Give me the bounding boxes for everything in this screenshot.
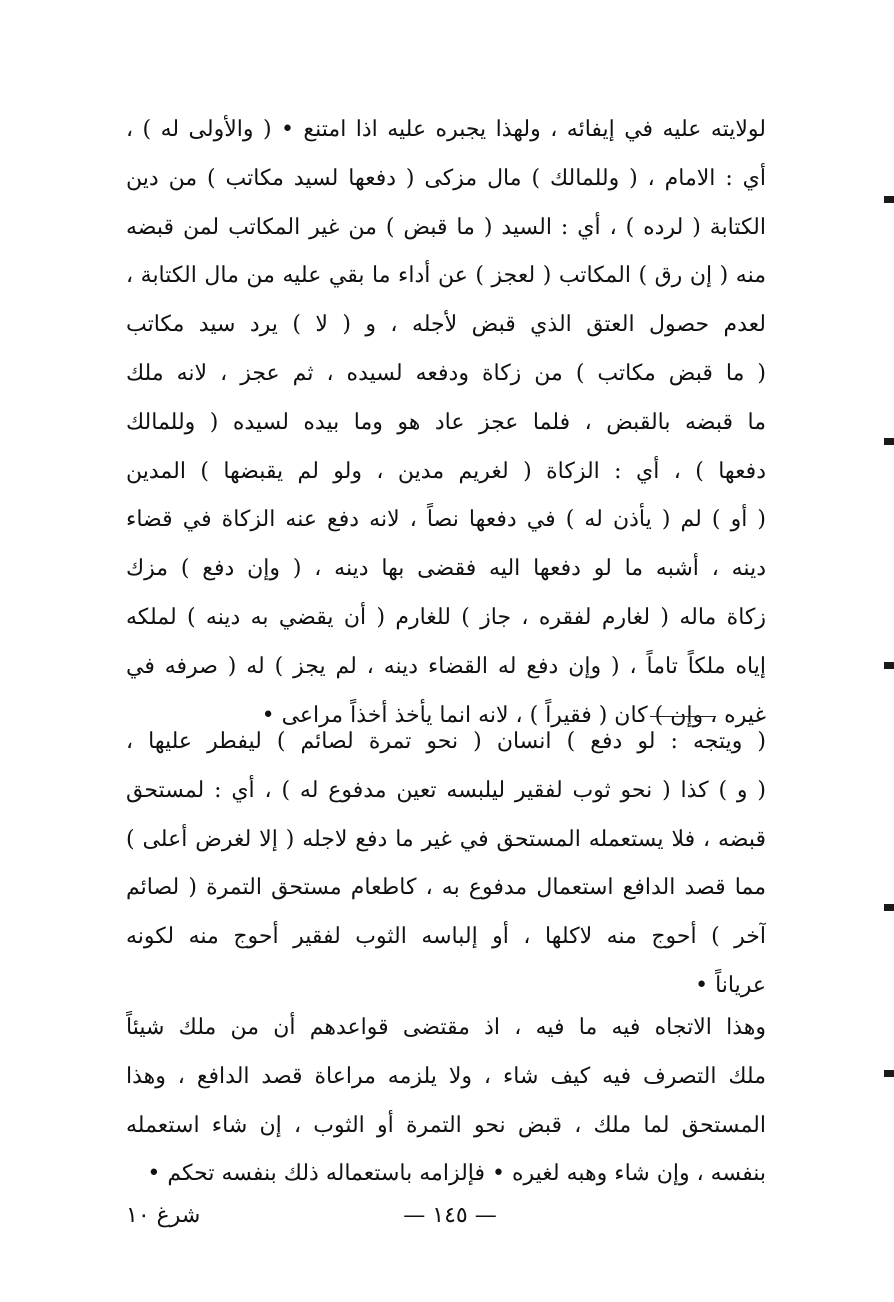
text-line: ( ويتجه : لو دفع ) انسان ( نحو تمرة لصائم ) ليفطر عليها ، <box>126 729 766 754</box>
paragraph-3 <box>126 1004 766 1199</box>
text-line: آخر ) أحوج منه لاكلها ، أو إلباسه الثوب لفقير أحوج منه لكونه <box>126 924 766 950</box>
text-line: وهذا الاتجاه فيه ما فيه ، اذ مقتضى قواعدهم أن من ملك شيئاً <box>126 1015 766 1040</box>
section-divider <box>650 716 716 717</box>
text-line: لعدم حصول العتق الذي قبض لأجله ، و ( لا ) يرد سيد مكاتب <box>126 312 766 338</box>
text-line: دفعها ) ، أي : الزكاة ( لغريم مدين ، ولو لم يقبضها ) المدين <box>126 458 766 484</box>
text-line: ( أو ) لم ( يأذن له ) في دفعها نصاً ، لانه دفع عنه الزكاة في قضاء <box>126 507 766 533</box>
margin-mark <box>884 904 894 911</box>
text-line: ( ما قبض مكاتب ) من زكاة ودفعه لسيده ، ثم عجز ، لانه ملك <box>126 360 766 386</box>
margin-mark <box>884 1070 894 1077</box>
text-line: عرياناً • <box>695 972 766 998</box>
margin-mark <box>884 438 894 445</box>
text-line: أي : الامام ، ( وللمالك ) مال مزكى ( دفعها لسيد مكاتب ) من دين <box>126 165 766 191</box>
text-line: الكتابة ( لرده ) ، أي : السيد ( ما قبض ) من غير المكاتب لمن قبضه <box>126 214 766 240</box>
margin-mark <box>884 662 894 669</box>
paragraph-1 <box>126 106 766 740</box>
page-number: — ١٤٥ — <box>403 1203 497 1228</box>
text-line: إياه ملكاً تاماً ، ( وإن دفع له القضاء دينه ، لم يجز ) له ( صرفه في <box>126 653 766 679</box>
margin-mark <box>884 196 894 203</box>
text-line: قبضه ، فلا يستعمله المستحق في غير ما دفع لاجله ( إلا لغرض أعلى ) <box>126 826 766 852</box>
text-line: غيره ، وإن ) كان ( فقيراً ) ، لانه انما يأخذ أخذاً مراعى • <box>261 702 766 728</box>
text-line: منه ( إن رق ) المكاتب ( لعجز ) عن أداء ما بقي عليه من مال الكتابة ، <box>126 263 766 289</box>
text-line: لولايته عليه في إيفائه ، ولهذا يجبره عليه اذا امتنع • ( والأولى له ) ، <box>126 117 766 142</box>
text-line: المستحق لما ملك ، قبض نحو التمرة أو الثوب ، إن شاء استعمله <box>126 1112 766 1138</box>
text-line: ملك التصرف فيه كيف شاء ، ولا يلزمه مراعاة قصد الدافع ، وهذا <box>126 1063 766 1089</box>
signature-mark: شرغ ١٠ <box>126 1203 201 1228</box>
text-line: ما قبضه بالقبض ، فلما عجز عاد هو وما بيده لسيده ( وللمالك <box>126 409 766 435</box>
text-line: بنفسه ، وإن شاء وهبه لغيره • فإلزامه باستعماله ذلك بنفسه تحكم • <box>147 1161 766 1187</box>
text-line: مما قصد الدافع استعمال مدفوع به ، كاطعام مستحق التمرة ( لصائم <box>126 875 766 901</box>
text-line: زكاة ماله ( لغارم لفقره ، جاز ) للغارم ( أن يقضي به دينه ) لملكه <box>126 604 766 630</box>
text-line: ( و ) كذا ( نحو ثوب لفقير ليلبسه تعين مدفوع له ) ، أي : لمستحق <box>126 777 766 803</box>
paragraph-2 <box>126 718 766 1011</box>
text-line: دينه ، أشبه ما لو دفعها اليه فقضى بها دينه ، ( وإن دفع ) مزك <box>126 556 766 582</box>
